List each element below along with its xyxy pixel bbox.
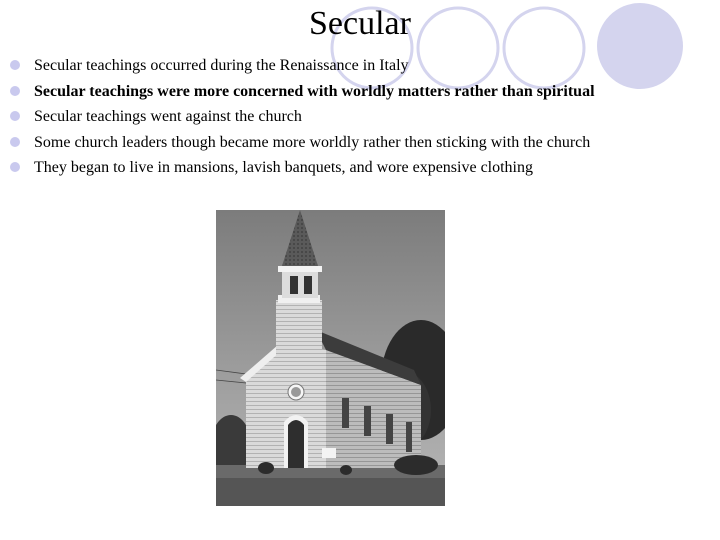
bullet-item — [8, 104, 595, 130]
bullet-icon — [10, 162, 20, 172]
slide-title: Secular — [309, 5, 411, 42]
bullet-text: Some church leaders though became more worldly rather then sticking with the church — [34, 133, 591, 151]
church-illustration — [216, 210, 445, 506]
bullet-list — [8, 53, 595, 181]
bullet-icon — [10, 60, 20, 70]
bullet-text: Secular teachings were more concerned with worldly matters rather than spiritual — [34, 82, 595, 100]
bullet-item — [8, 155, 595, 181]
bullet-icon — [10, 111, 20, 121]
bullet-icon — [10, 137, 20, 147]
bullet-icon — [10, 86, 20, 96]
bullet-text: Secular teachings went against the church — [34, 108, 302, 125]
bullet-item — [8, 53, 595, 79]
church-photo — [216, 210, 445, 506]
bullet-text: They began to live in mansions, lavish banquets, and wore expensive clothing — [34, 159, 533, 176]
bullet-item — [8, 130, 595, 156]
bullet-text: Secular teachings occurred during the Renaissance in Italy — [34, 57, 409, 74]
bullet-item — [8, 79, 595, 105]
